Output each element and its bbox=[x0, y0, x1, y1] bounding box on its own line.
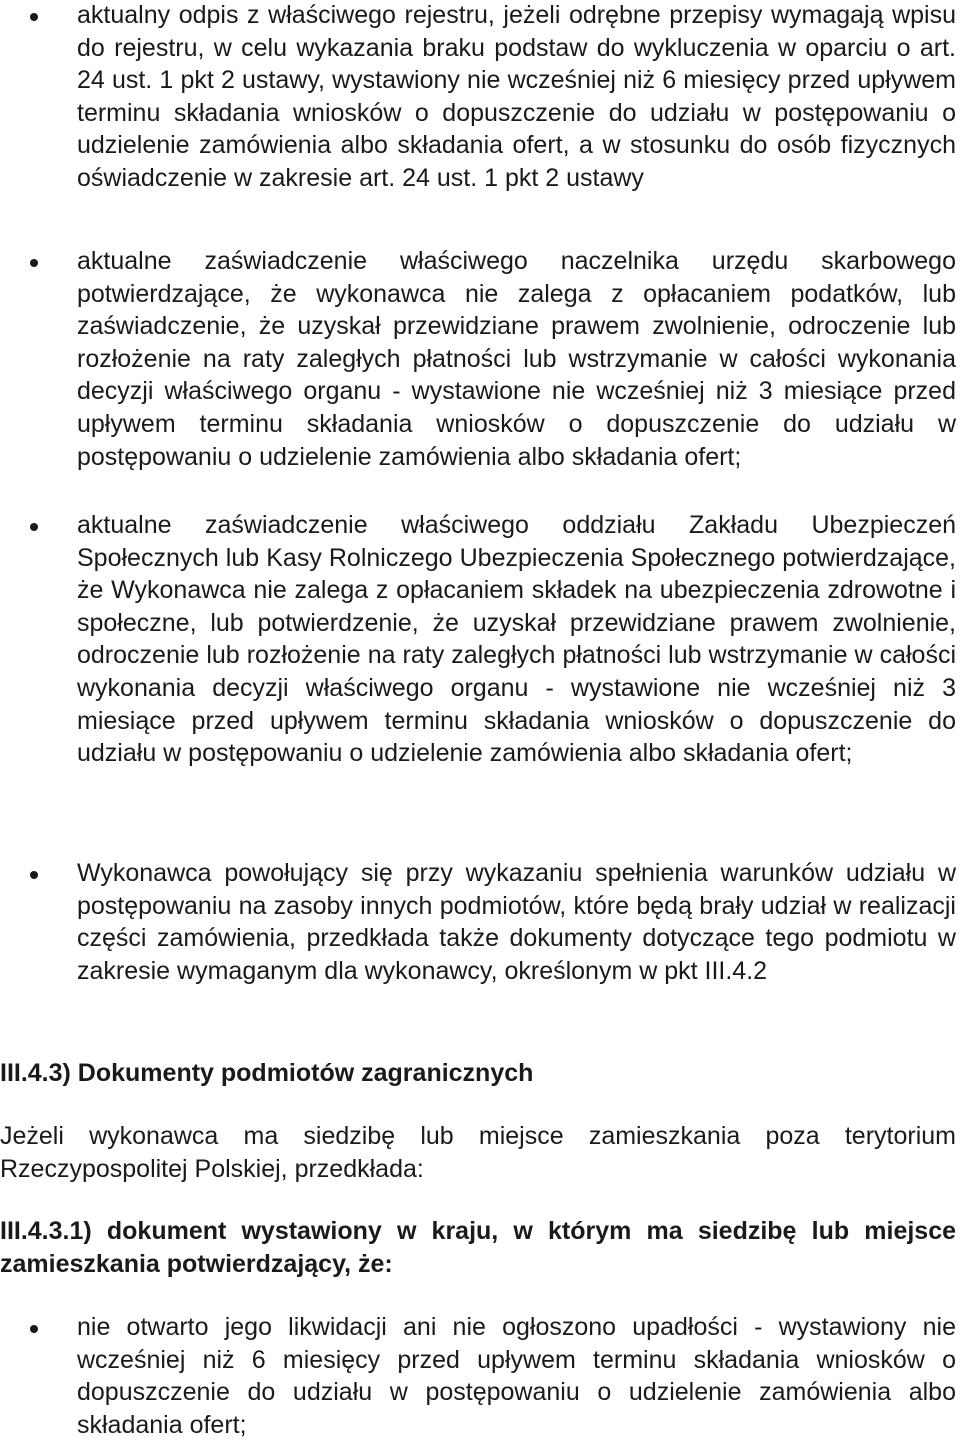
list-item-text: aktualne zaświadczenie właściwego naczelnika urzędu skarbowego potwierdzające, że wykonawca nie zalega z opłacaniem podatków, lub zaświadczenie, że uzyskał przewidziane prawem zwolnienie, odroczenie lub rozłożenie na raty zaległych płatności lub wstrzymanie w całości wykonania decyzji właściwego organu - wystawione nie wcześniej niż 3 miesiące przed upływem terminu składania wniosków o dopuszczenie do udziału w postępowaniu o udzielenie zamówienia albo składania ofert; bbox=[77, 247, 956, 471]
subsection-heading: III.4.3.1) dokument wystawiony w kraju, w którym ma siedzibę lub miejsce zamieszkania potwierdzający, że: bbox=[0, 1217, 956, 1278]
bullet-icon bbox=[30, 13, 38, 21]
bullet-icon bbox=[30, 259, 38, 267]
bullet-icon bbox=[30, 523, 38, 531]
list-item-text: nie otwarto jego likwidacji ani nie ogłoszono upadłości - wystawiony nie wcześniej niż 6 miesięcy przed upływem terminu składania wniosków o dopuszczenie do udziału w postępowaniu o udzielenie zamówienia albo składania ofert; bbox=[77, 1313, 956, 1439]
list-item bbox=[0, 509, 960, 857]
bullet-icon bbox=[30, 871, 38, 879]
foreign-documents-list bbox=[0, 1311, 960, 1441]
intro-paragraph: Jeżeli wykonawca ma siedzibę lub miejsce zamieszkania poza terytorium Rzeczypospolitej Polskiej, przedkłada: bbox=[0, 1122, 956, 1183]
list-item bbox=[0, 857, 960, 987]
list-item-text: aktualne zaświadczenie właściwego oddziału Zakładu Ubezpieczeń Społecznych lub Kasy Rolniczego Ubezpieczenia Społecznego potwierdzające, że Wykonawca nie zalega z opłacaniem składek na ubezpieczenia zdrowotne i społeczne, lub potwierdzenie, że uzyskał przewidziane prawem zwolnienie, odroczenie lub rozłożenie na raty zaległych płatności lub wstrzymanie w całości wykonania decyzji właściwego organu - wystawione nie wcześniej niż 3 miesiące przed upływem terminu składania wniosków o dopuszczenie do udziału w postępowaniu o udzielenie zamówienia albo składania ofert; bbox=[77, 511, 956, 768]
bullet-icon bbox=[30, 1325, 38, 1333]
list-item bbox=[0, 0, 960, 245]
list-item bbox=[0, 1311, 960, 1441]
list-item-text: Wykonawca powołujący się przy wykazaniu spełnienia warunków udziału w postępowaniu na zasoby innych podmiotów, które będą brały udział w realizacji części zamówienia, przedkłada także dokumenty dotyczące tego podmiotu w zakresie wymaganym dla wykonawcy, określonym w pkt III.4.2 bbox=[77, 859, 956, 985]
list-item bbox=[0, 245, 960, 509]
section-heading: III.4.3) Dokumenty podmiotów zagranicznych bbox=[0, 1059, 534, 1087]
list-item-text: aktualny odpis z właściwego rejestru, jeżeli odrębne przepisy wymagają wpisu do rejestru, w celu wykazania braku podstaw do wykluczenia w oparciu o art. 24 ust. 1 pkt 2 ustawy, wystawiony nie wcześniej niż 6 miesięcy przed upływem terminu składania wniosków o dopuszczenie do udziału w postępowaniu o udzielenie zamówienia albo składania ofert, a w stosunku do osób fizycznych oświadczenie w zakresie art. 24 ust. 1 pkt 2 ustawy bbox=[77, 1, 956, 192]
